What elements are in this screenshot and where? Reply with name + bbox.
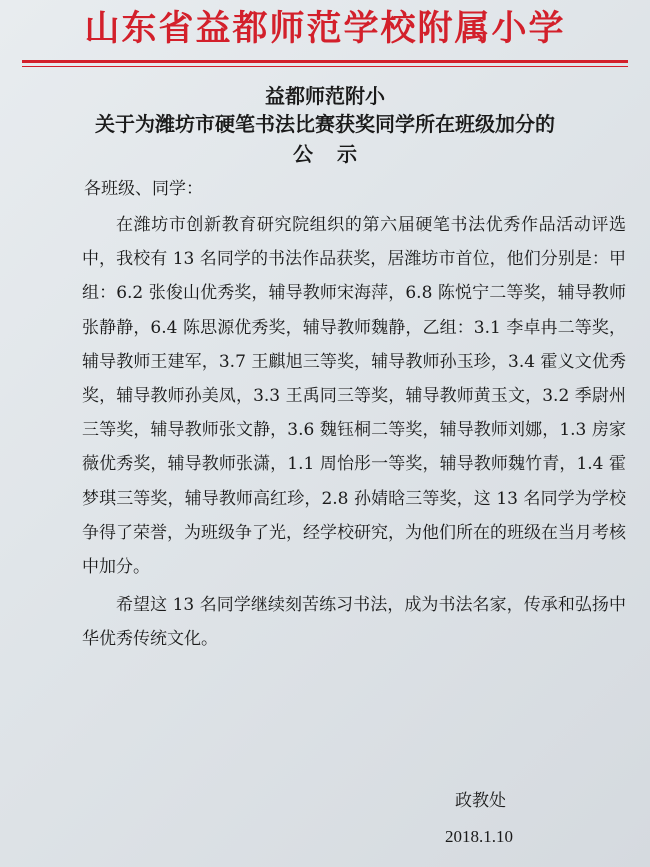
- notice-body: [82, 208, 626, 657]
- letterhead-rule-thick: [22, 60, 628, 63]
- signature-department: 政教处: [455, 791, 506, 811]
- notice-title-type: 公示: [293, 142, 381, 166]
- notice-title-issuer: 益都师范附小: [265, 84, 385, 108]
- notice-title-subject: 关于为潍坊市硬笔书法比赛获奖同学所在班级加分的: [95, 112, 555, 136]
- body-paragraph-closing: 希望这 13 名同学继续刻苦练习书法，成为书法名家，传承和弘扬中华优秀传统文化。: [82, 595, 626, 650]
- salutation: 各班级、同学：: [84, 179, 203, 199]
- signature-date: 2018.1.10: [445, 827, 513, 846]
- letterhead-title: 山东省益都师范学校附属小学: [84, 9, 566, 49]
- body-paragraph-awards: 在潍坊市创新教育研究院组织的第六届硬笔书法优秀作品活动评选中，我校有 13 名同学的书法作品获奖，居潍坊市首位，他们分别是：甲组：6.2 张俊山优秀奖，辅导教师宋海萍，6.8 陈悦宁二等奖，辅导教师张静静，6.4 陈思源优秀奖，辅导教师魏静，乙组：3.1 李卓冉二等奖，辅导教师王建军，3.7 王麒旭三等奖，辅导教师孙玉珍，3.4 霍义文优秀奖，辅导教师孙美凤，3.3 王禹同三等奖，辅导教师黄玉文，3.2 季尉州三等奖，辅导教师张文静，3.6 魏钰桐二等奖，辅导教师刘娜，1.3 房家薇优秀奖，辅导教师张潇，1.1 周怡彤一等奖，辅导教师魏竹青，1.4 霍梦琪三等奖，辅导教师高红珍，2.8 孙婧晗三等奖，这 13 名同学为学校争得了荣誉，为班级争了光，经学校研究，为他们所在的班级在当月考核中加分。: [82, 215, 626, 578]
- letterhead-rule-thin: [22, 66, 628, 67]
